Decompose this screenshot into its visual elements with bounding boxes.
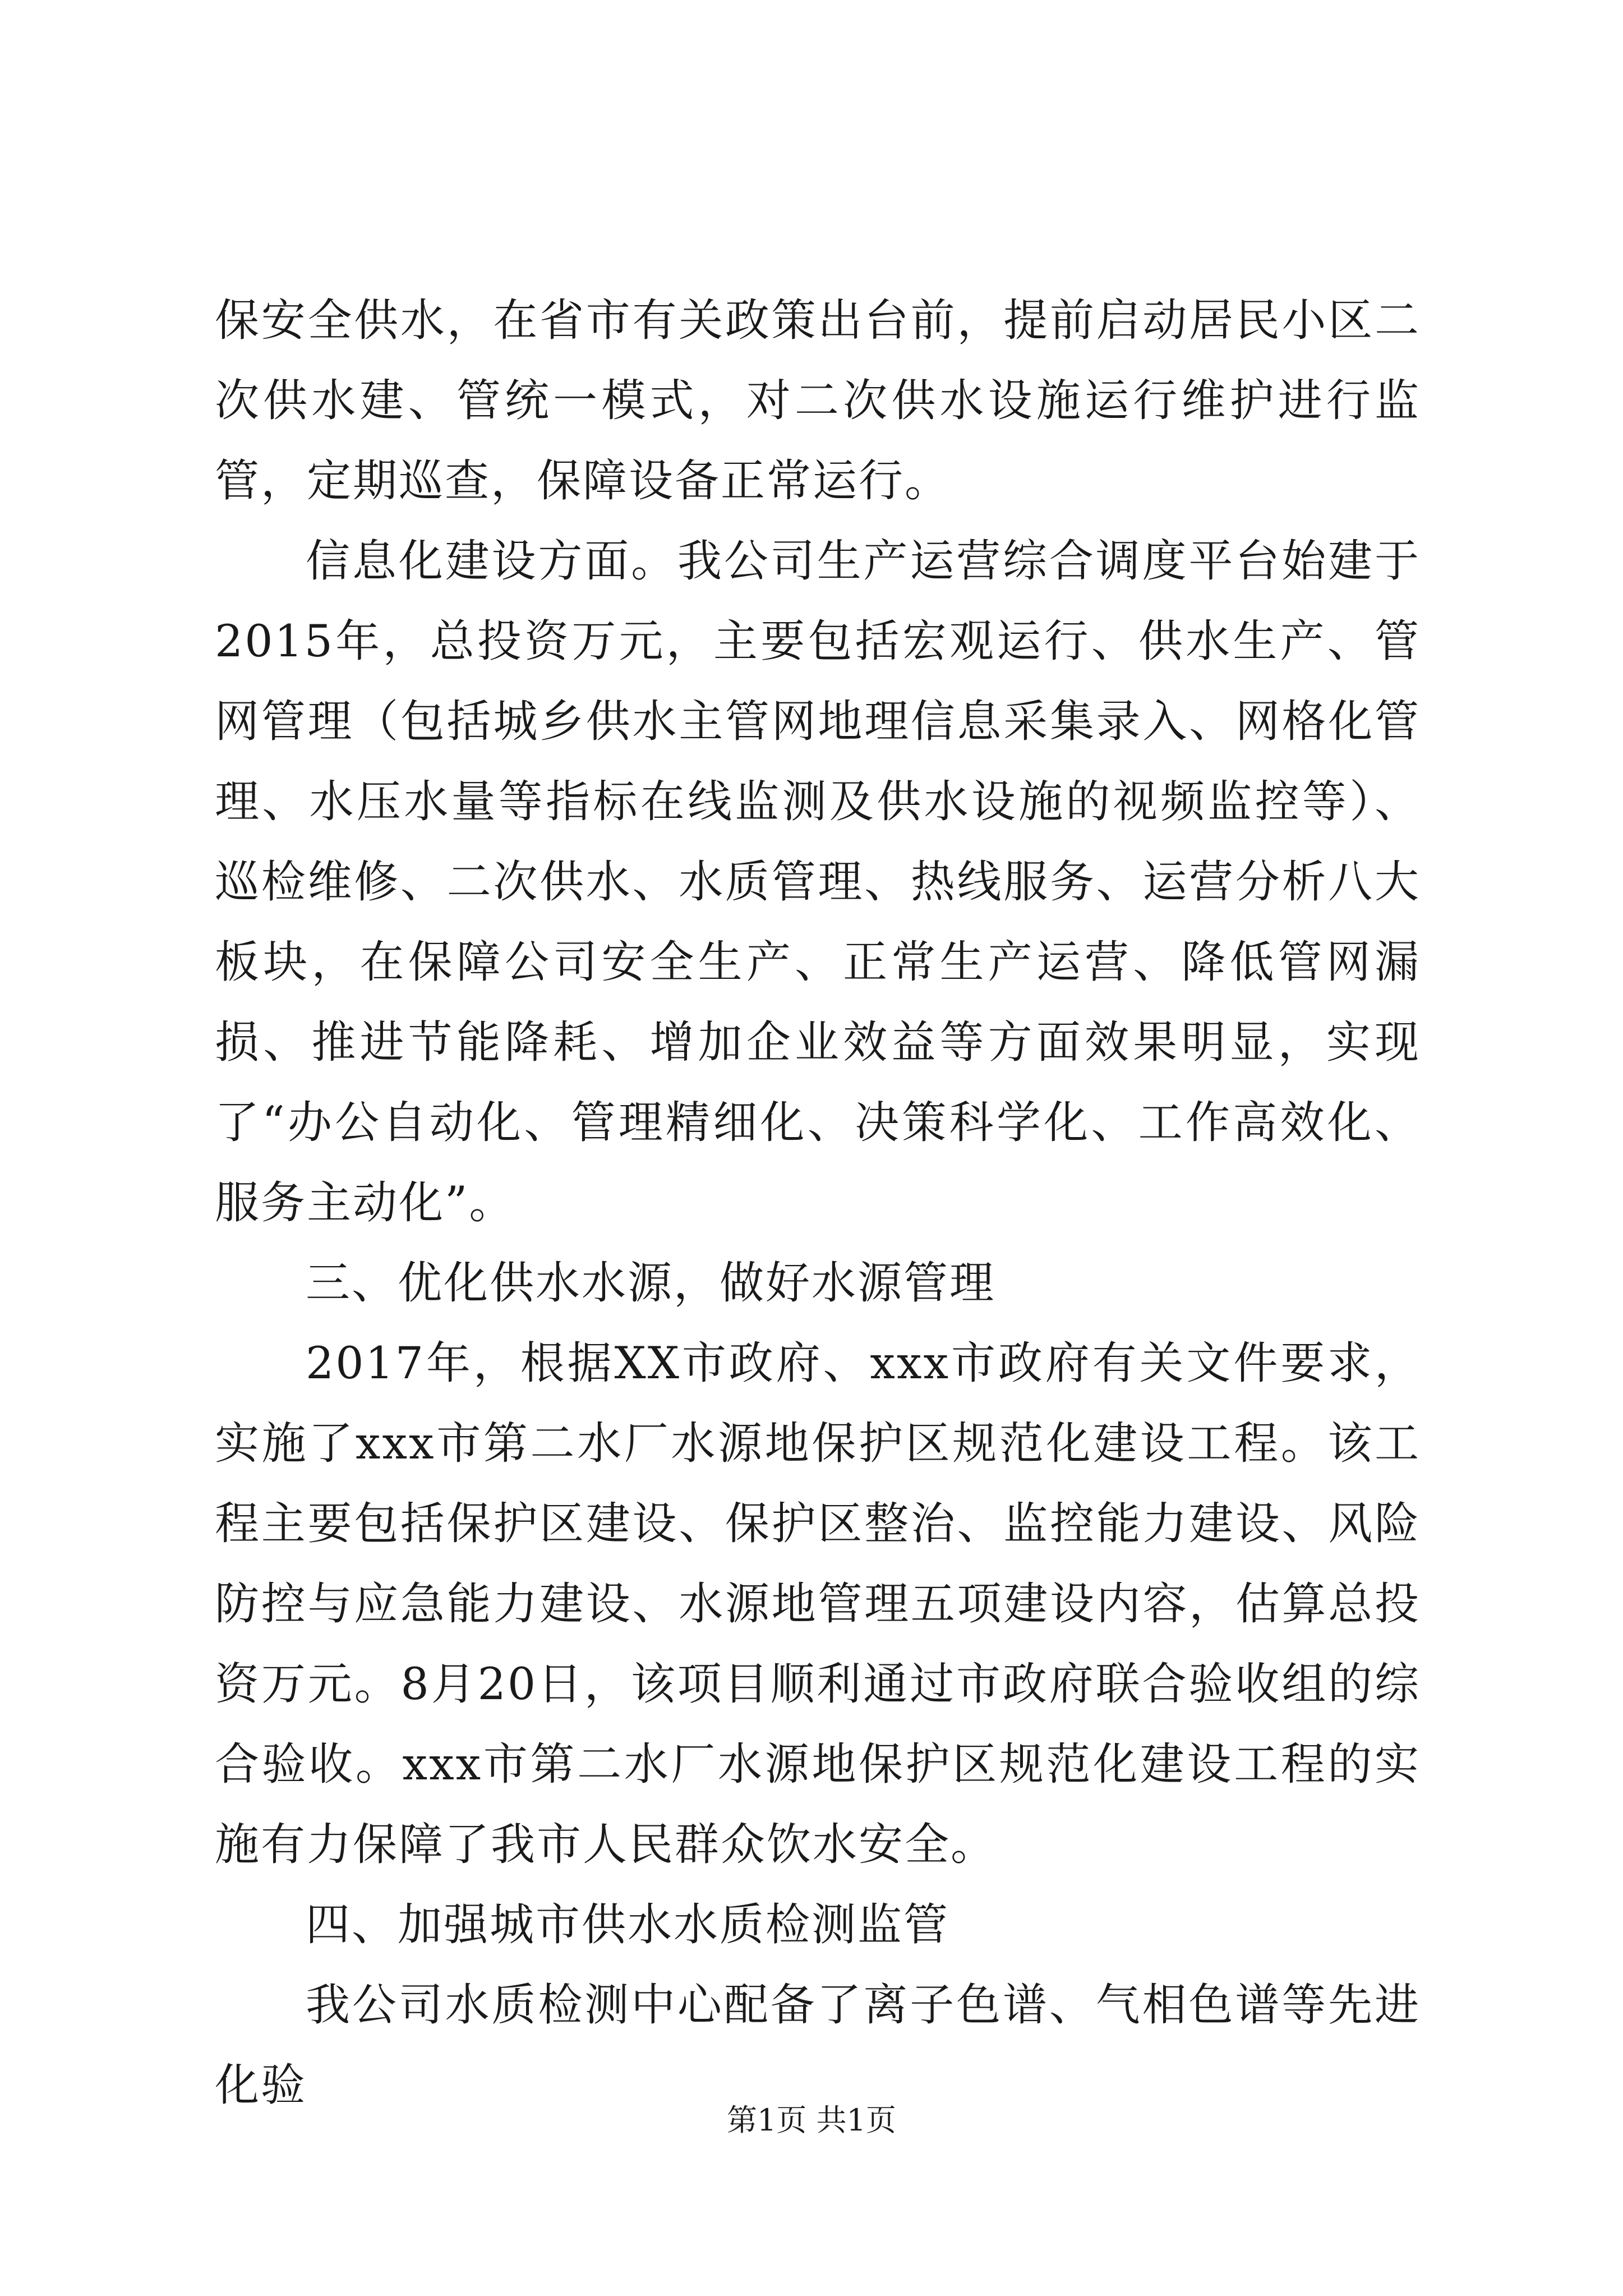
section-heading-4: 四、加强城市供水水质检测监管 xyxy=(306,1899,949,1950)
paragraph-3: 2017年，根据XX市政府、xxx市政府有关文件要求，实施了xxx市第二水厂水源地保护区规范化建设工程。该工程主要包括保护区建设、保护区整治、监控能力建设、风险防控与应急能力建设、水源地管理五项建设内容，估算总投资万元。8月20日，该项目顺利通过市政府联合验收组的综合验收。xxx市第二水厂水源地保护区规范化建设工程的实施有力保障了我市人民群众饮水安全。 xyxy=(215,1337,1421,1870)
paragraph-2: 信息化建设方面。我公司生产运营综合调度平台始建于2015年，总投资万元，主要包括宏观运行、供水生产、管网管理（包括城乡供水主管网地理信息采集录入、网格化管理、水压水量等指标在线监测及供水设施的视频监控等）、巡检维修、二次供水、水质管理、热线服务、运营分析八大板块，在保障公司安全生产、正常生产运营、降低管网漏损、推进节能降耗、增加企业效益等方面效果明显，实现了“办公自动化、管理精细化、决策科学化、工作高效化、服务主动化”。 xyxy=(215,535,1421,1228)
paragraph-4: 我公司水质检测中心配备了离子色谱、气相色谱等先进化验 xyxy=(215,1979,1421,2111)
document-body xyxy=(215,280,1421,2125)
page-footer: 第1页 共1页 xyxy=(727,2102,896,2138)
paragraph-1: 保安全供水，在省市有关政策出台前，提前启动居民小区二次供水建、管统一模式，对二次供水设施运行维护进行监管，定期巡查，保障设备正常运行。 xyxy=(215,295,1421,507)
section-heading-3: 三、优化供水水源，做好水源管理 xyxy=(306,1257,995,1309)
